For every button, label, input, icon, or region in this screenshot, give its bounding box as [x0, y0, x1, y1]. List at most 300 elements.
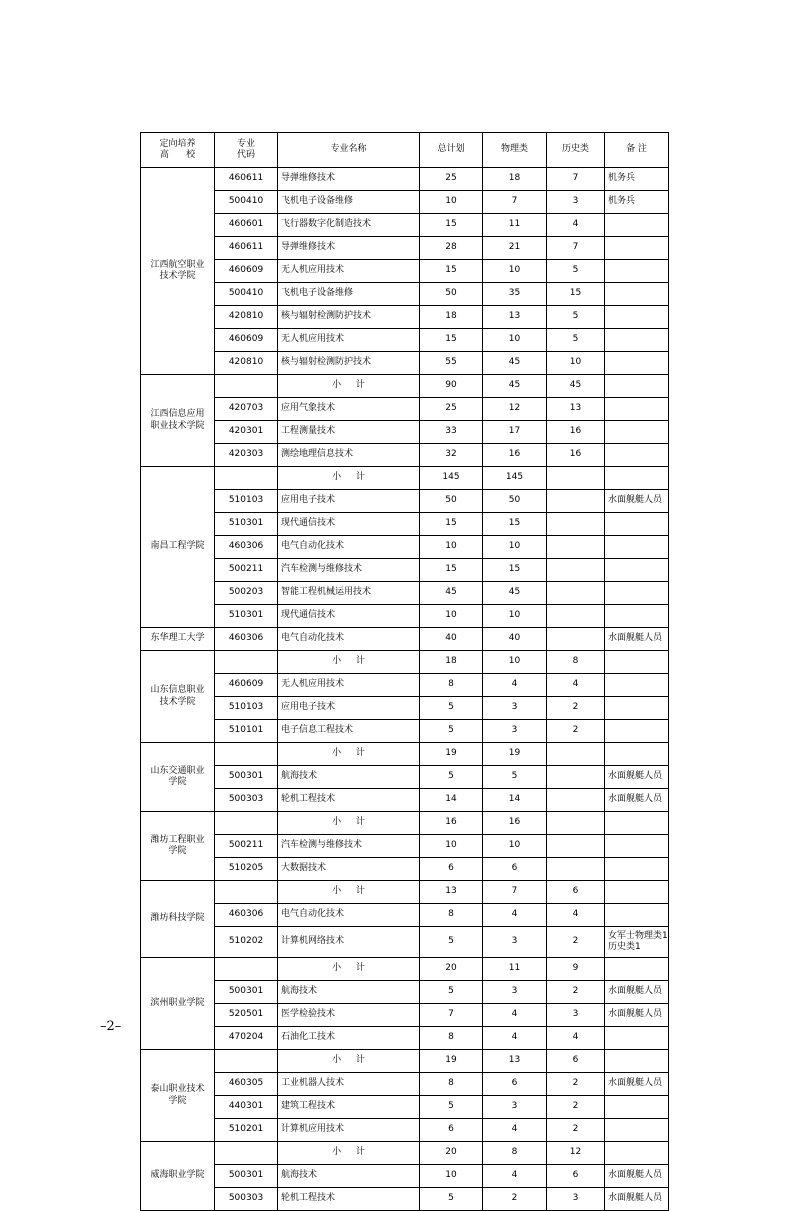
remark-cell — [605, 674, 669, 697]
total-plan-cell: 5 — [420, 766, 483, 789]
table-row — [141, 766, 669, 789]
remark-cell — [605, 536, 669, 559]
subtotal-label-cell — [278, 651, 420, 674]
remark-cell: 水面舰艇人员 — [605, 789, 669, 812]
major-code-cell: 420810 — [215, 352, 278, 375]
major-name-cell: 电气自动化技术 — [278, 536, 420, 559]
table-row — [141, 1027, 669, 1050]
table-row — [141, 958, 669, 981]
physics-count-cell: 21 — [483, 237, 547, 260]
major-code-cell: 510103 — [215, 697, 278, 720]
total-plan-cell: 33 — [420, 421, 483, 444]
remark-line: 历史类1 — [608, 942, 641, 952]
remark-cell — [605, 306, 669, 329]
total-plan-cell: 32 — [420, 444, 483, 467]
major-name-cell: 应用电子技术 — [278, 697, 420, 720]
header-remark: 备 注 — [605, 133, 669, 168]
subtotal-total-plan: 90 — [420, 375, 483, 398]
subtotal-history: 9 — [547, 958, 605, 981]
table-row — [141, 352, 669, 375]
subtotal-label-cell — [278, 958, 420, 981]
physics-count-cell: 50 — [483, 490, 547, 513]
header-physics-group: 物理类 — [483, 133, 547, 168]
school-name-line2: 职业技术学院 — [150, 420, 205, 431]
physics-count-cell: 7 — [483, 191, 547, 214]
subtotal-label-cell — [278, 375, 420, 398]
school-name-cell — [141, 1050, 215, 1142]
physics-count-cell: 4 — [483, 1165, 547, 1188]
subtotal-physics: 13 — [483, 1050, 547, 1073]
physics-count-cell: 10 — [483, 260, 547, 283]
history-count-cell: 4 — [547, 904, 605, 927]
physics-count-cell: 3 — [483, 697, 547, 720]
subtotal-label: 小 计 — [332, 963, 371, 974]
major-name-cell: 轮机工程技术 — [278, 789, 420, 812]
major-code-cell: 500211 — [215, 559, 278, 582]
physics-count-cell: 11 — [483, 214, 547, 237]
school-name-cell — [141, 812, 215, 881]
total-plan-cell: 8 — [420, 1027, 483, 1050]
school-name-line1: 泰山职业技术 — [150, 1084, 205, 1095]
major-code-cell: 460306 — [215, 628, 278, 651]
major-name-cell: 建筑工程技术 — [278, 1096, 420, 1119]
remark-cell: 水面舰艇人员 — [605, 766, 669, 789]
subtotal-history — [547, 467, 605, 490]
header-code-line2: 代码 — [236, 150, 255, 160]
remark-cell — [605, 283, 669, 306]
table-row — [141, 490, 669, 513]
total-plan-cell: 5 — [420, 1188, 483, 1211]
major-name-cell: 航海技术 — [278, 766, 420, 789]
subtotal-label-cell — [278, 743, 420, 766]
table-body — [141, 168, 669, 1211]
physics-count-cell: 10 — [483, 835, 547, 858]
table-row — [141, 513, 669, 536]
major-code-cell: 510101 — [215, 720, 278, 743]
subtotal-history — [547, 812, 605, 835]
subtotal-total-plan: 20 — [420, 1142, 483, 1165]
major-code-cell: 500301 — [215, 766, 278, 789]
major-name-cell: 石油化工技术 — [278, 1027, 420, 1050]
major-code-cell: 460601 — [215, 214, 278, 237]
subtotal-label-cell — [278, 1050, 420, 1073]
major-name-cell: 轮机工程技术 — [278, 1188, 420, 1211]
physics-count-cell: 12 — [483, 398, 547, 421]
major-name-cell: 工程测量技术 — [278, 421, 420, 444]
table-row — [141, 306, 669, 329]
header-major-name: 专业名称 — [278, 133, 420, 168]
history-count-cell — [547, 628, 605, 651]
subtotal-label-cell — [278, 812, 420, 835]
remark-cell — [605, 260, 669, 283]
subtotal-label: 小 计 — [332, 817, 371, 828]
history-count-cell — [547, 605, 605, 628]
table-row — [141, 1073, 669, 1096]
remark-cell — [605, 881, 669, 904]
table-row — [141, 1188, 669, 1211]
table-row — [141, 858, 669, 881]
total-plan-cell: 15 — [420, 513, 483, 536]
history-count-cell: 4 — [547, 674, 605, 697]
major-code-cell: 500203 — [215, 582, 278, 605]
total-plan-cell: 50 — [420, 283, 483, 306]
physics-count-cell: 15 — [483, 559, 547, 582]
remark-cell: 水面舰艇人员 — [605, 1188, 669, 1211]
table-header — [141, 133, 669, 168]
physics-count-cell: 18 — [483, 168, 547, 191]
table-row — [141, 1165, 669, 1188]
major-code-cell: 460609 — [215, 329, 278, 352]
enrollment-plan-table — [140, 132, 669, 1211]
school-name-line2: 学院 — [168, 846, 187, 856]
physics-count-cell: 40 — [483, 628, 547, 651]
remark-cell — [605, 651, 669, 674]
header-row — [141, 133, 669, 168]
major-code-cell: 460609 — [215, 674, 278, 697]
physics-count-cell: 4 — [483, 674, 547, 697]
remark-cell — [605, 835, 669, 858]
school-name-line1: 潍坊工程职业 — [150, 834, 205, 845]
history-count-cell: 7 — [547, 168, 605, 191]
major-code-cell: 500301 — [215, 1165, 278, 1188]
table-row — [141, 260, 669, 283]
total-plan-cell: 50 — [420, 490, 483, 513]
major-code-cell — [215, 881, 278, 904]
major-name-cell: 飞行器数字化制造技术 — [278, 214, 420, 237]
table-row — [141, 283, 669, 306]
remark-cell — [605, 958, 669, 981]
history-count-cell: 3 — [547, 1188, 605, 1211]
major-code-cell — [215, 812, 278, 835]
major-name-cell: 导弹维修技术 — [278, 237, 420, 260]
remark-cell — [605, 329, 669, 352]
school-name-line2: 技术学院 — [159, 696, 196, 707]
history-count-cell — [547, 559, 605, 582]
table-row — [141, 628, 669, 651]
remark-cell: 水面舰艇人员 — [605, 628, 669, 651]
school-name-line1: 南昌工程学院 — [150, 541, 205, 552]
physics-count-cell: 4 — [483, 904, 547, 927]
subtotal-physics: 16 — [483, 812, 547, 835]
subtotal-label: 小 计 — [332, 1055, 371, 1066]
physics-count-cell: 5 — [483, 766, 547, 789]
major-code-cell: 510301 — [215, 513, 278, 536]
major-code-cell: 420810 — [215, 306, 278, 329]
physics-count-cell: 6 — [483, 1073, 547, 1096]
table-row — [141, 881, 669, 904]
history-count-cell — [547, 858, 605, 881]
major-name-cell: 核与辐射检测防护技术 — [278, 306, 420, 329]
remark-cell — [605, 605, 669, 628]
total-plan-cell: 8 — [420, 904, 483, 927]
physics-count-cell: 3 — [483, 981, 547, 1004]
table-row — [141, 605, 669, 628]
physics-count-cell: 45 — [483, 352, 547, 375]
school-name-line1: 威海职业学院 — [150, 1170, 205, 1181]
school-name-cell — [141, 881, 215, 958]
total-plan-cell: 7 — [420, 1004, 483, 1027]
table-row — [141, 237, 669, 260]
subtotal-label: 小 计 — [332, 1147, 371, 1158]
major-code-cell: 460305 — [215, 1073, 278, 1096]
major-name-cell: 无人机应用技术 — [278, 329, 420, 352]
history-count-cell: 16 — [547, 421, 605, 444]
table-row — [141, 191, 669, 214]
major-name-cell: 应用气象技术 — [278, 398, 420, 421]
remark-cell — [605, 513, 669, 536]
school-name-line1: 山东信息职业 — [150, 685, 205, 696]
school-name-cell — [141, 168, 215, 375]
table-row — [141, 812, 669, 835]
major-code-cell: 510201 — [215, 1119, 278, 1142]
major-code-cell — [215, 1142, 278, 1165]
major-name-cell: 电子信息工程技术 — [278, 720, 420, 743]
remark-line: 女军士物理类1 — [608, 930, 668, 941]
total-plan-cell: 5 — [420, 697, 483, 720]
subtotal-physics: 8 — [483, 1142, 547, 1165]
table-row — [141, 1096, 669, 1119]
major-code-cell: 460611 — [215, 237, 278, 260]
major-name-cell: 汽车检测与维修技术 — [278, 559, 420, 582]
history-count-cell — [547, 513, 605, 536]
subtotal-total-plan: 145 — [420, 467, 483, 490]
physics-count-cell: 3 — [483, 1096, 547, 1119]
physics-count-cell: 10 — [483, 605, 547, 628]
remark-cell: 机务兵 — [605, 191, 669, 214]
remark-cell: 机务兵 — [605, 168, 669, 191]
school-name-cell — [141, 1142, 215, 1211]
header-total-plan: 总计划 — [420, 133, 483, 168]
physics-count-cell: 3 — [483, 927, 547, 958]
total-plan-cell: 5 — [420, 927, 483, 958]
subtotal-label-cell — [278, 881, 420, 904]
total-plan-cell: 14 — [420, 789, 483, 812]
school-name-line2: 技术学院 — [159, 271, 196, 281]
table-row — [141, 329, 669, 352]
major-code-cell: 510301 — [215, 605, 278, 628]
major-code-cell — [215, 375, 278, 398]
major-name-cell: 核与辐射检测防护技术 — [278, 352, 420, 375]
total-plan-cell: 15 — [420, 329, 483, 352]
major-code-cell: 440301 — [215, 1096, 278, 1119]
table-row — [141, 927, 669, 958]
remark-cell — [605, 720, 669, 743]
history-count-cell: 6 — [547, 1165, 605, 1188]
total-plan-cell: 45 — [420, 582, 483, 605]
major-name-cell: 工业机器人技术 — [278, 1073, 420, 1096]
major-code-cell: 420301 — [215, 421, 278, 444]
table-row — [141, 720, 669, 743]
table-row — [141, 214, 669, 237]
major-code-cell: 500410 — [215, 283, 278, 306]
page-number: –2– — [100, 1019, 122, 1034]
history-count-cell — [547, 789, 605, 812]
major-code-cell: 460306 — [215, 536, 278, 559]
total-plan-cell: 18 — [420, 306, 483, 329]
history-count-cell: 2 — [547, 927, 605, 958]
remark-cell — [605, 1027, 669, 1050]
total-plan-cell: 5 — [420, 1096, 483, 1119]
table-row — [141, 789, 669, 812]
major-code-cell: 470204 — [215, 1027, 278, 1050]
major-code-cell: 460306 — [215, 904, 278, 927]
subtotal-history: 6 — [547, 1050, 605, 1073]
remark-cell: 水面舰艇人员 — [605, 1165, 669, 1188]
total-plan-cell: 10 — [420, 191, 483, 214]
school-name-line1: 江西航空职业 — [150, 259, 205, 270]
physics-count-cell: 13 — [483, 306, 547, 329]
major-name-cell: 计算机应用技术 — [278, 1119, 420, 1142]
header-school — [141, 133, 215, 168]
major-name-cell: 计算机网络技术 — [278, 927, 420, 958]
subtotal-total-plan: 19 — [420, 743, 483, 766]
major-name-cell: 飞机电子设备维修 — [278, 283, 420, 306]
major-name-cell: 汽车检测与维修技术 — [278, 835, 420, 858]
table-row — [141, 743, 669, 766]
remark-cell: 水面舰艇人员 — [605, 1073, 669, 1096]
header-major-code — [215, 133, 278, 168]
total-plan-cell: 15 — [420, 214, 483, 237]
major-code-cell: 420303 — [215, 444, 278, 467]
major-name-cell: 智能工程机械运用技术 — [278, 582, 420, 605]
remark-cell — [605, 582, 669, 605]
subtotal-total-plan: 19 — [420, 1050, 483, 1073]
table-row — [141, 559, 669, 582]
major-name-cell: 无人机应用技术 — [278, 260, 420, 283]
history-count-cell: 3 — [547, 1004, 605, 1027]
history-count-cell: 5 — [547, 260, 605, 283]
total-plan-cell: 6 — [420, 1119, 483, 1142]
major-code-cell — [215, 958, 278, 981]
subtotal-label: 小 计 — [332, 380, 371, 391]
total-plan-cell: 5 — [420, 981, 483, 1004]
table-row — [141, 582, 669, 605]
major-name-cell: 现代通信技术 — [278, 513, 420, 536]
subtotal-total-plan: 16 — [420, 812, 483, 835]
major-name-cell: 应用电子技术 — [278, 490, 420, 513]
total-plan-cell: 25 — [420, 398, 483, 421]
remark-cell — [605, 237, 669, 260]
table-row — [141, 981, 669, 1004]
subtotal-history — [547, 743, 605, 766]
school-name-cell — [141, 651, 215, 743]
subtotal-history: 6 — [547, 881, 605, 904]
physics-count-cell: 15 — [483, 513, 547, 536]
table-row — [141, 536, 669, 559]
physics-count-cell: 45 — [483, 582, 547, 605]
total-plan-cell: 10 — [420, 835, 483, 858]
table-row — [141, 674, 669, 697]
major-code-cell — [215, 743, 278, 766]
physics-count-cell: 10 — [483, 329, 547, 352]
subtotal-physics: 145 — [483, 467, 547, 490]
subtotal-physics: 7 — [483, 881, 547, 904]
subtotal-label: 小 计 — [332, 886, 371, 897]
history-count-cell: 5 — [547, 329, 605, 352]
header-history-group: 历史类 — [547, 133, 605, 168]
history-count-cell: 2 — [547, 1073, 605, 1096]
table-row — [141, 1050, 669, 1073]
subtotal-label-cell — [278, 467, 420, 490]
school-name-line1: 东华理工大学 — [150, 633, 205, 644]
remark-cell — [605, 421, 669, 444]
history-count-cell: 3 — [547, 191, 605, 214]
subtotal-label: 小 计 — [332, 472, 371, 483]
major-code-cell: 510205 — [215, 858, 278, 881]
remark-cell — [605, 927, 669, 958]
major-code-cell — [215, 1050, 278, 1073]
remark-cell — [605, 904, 669, 927]
school-name-line2: 学院 — [168, 1095, 187, 1106]
major-name-cell: 电气自动化技术 — [278, 904, 420, 927]
major-code-cell: 460611 — [215, 168, 278, 191]
physics-count-cell: 17 — [483, 421, 547, 444]
total-plan-cell: 10 — [420, 605, 483, 628]
history-count-cell: 15 — [547, 283, 605, 306]
remark-cell — [605, 444, 669, 467]
history-count-cell: 10 — [547, 352, 605, 375]
school-name-line1: 江西信息应用 — [150, 409, 205, 420]
major-code-cell: 510202 — [215, 927, 278, 958]
remark-cell — [605, 1096, 669, 1119]
remark-cell — [605, 559, 669, 582]
table-row — [141, 444, 669, 467]
major-name-cell: 航海技术 — [278, 981, 420, 1004]
remark-cell — [605, 398, 669, 421]
history-count-cell: 7 — [547, 237, 605, 260]
history-count-cell: 2 — [547, 1096, 605, 1119]
table-row — [141, 697, 669, 720]
subtotal-label: 小 计 — [332, 748, 371, 759]
subtotal-physics: 10 — [483, 651, 547, 674]
school-name-line1: 山东交通职业 — [150, 765, 205, 776]
major-code-cell: 460609 — [215, 260, 278, 283]
subtotal-total-plan: 18 — [420, 651, 483, 674]
history-count-cell — [547, 536, 605, 559]
history-count-cell: 4 — [547, 214, 605, 237]
subtotal-physics: 11 — [483, 958, 547, 981]
history-count-cell — [547, 766, 605, 789]
history-count-cell: 2 — [547, 1119, 605, 1142]
physics-count-cell: 6 — [483, 858, 547, 881]
school-name-cell — [141, 375, 215, 467]
major-name-cell: 测绘地理信息技术 — [278, 444, 420, 467]
table-row — [141, 168, 669, 191]
physics-count-cell: 2 — [483, 1188, 547, 1211]
major-code-cell: 420703 — [215, 398, 278, 421]
major-name-cell: 导弹维修技术 — [278, 168, 420, 191]
header-code-line1: 专业 — [236, 138, 255, 149]
physics-count-cell: 14 — [483, 789, 547, 812]
history-count-cell: 2 — [547, 981, 605, 1004]
subtotal-label-cell — [278, 1142, 420, 1165]
remark-cell — [605, 697, 669, 720]
subtotal-total-plan: 20 — [420, 958, 483, 981]
remark-cell — [605, 467, 669, 490]
total-plan-cell: 15 — [420, 559, 483, 582]
subtotal-physics: 45 — [483, 375, 547, 398]
history-count-cell: 2 — [547, 720, 605, 743]
history-count-cell — [547, 835, 605, 858]
header-school-line1: 定向培养 — [159, 138, 196, 149]
total-plan-cell: 5 — [420, 720, 483, 743]
subtotal-label: 小 计 — [332, 656, 371, 667]
history-count-cell: 13 — [547, 398, 605, 421]
table-row — [141, 398, 669, 421]
total-plan-cell: 10 — [420, 1165, 483, 1188]
major-name-cell: 大数据技术 — [278, 858, 420, 881]
subtotal-history: 45 — [547, 375, 605, 398]
